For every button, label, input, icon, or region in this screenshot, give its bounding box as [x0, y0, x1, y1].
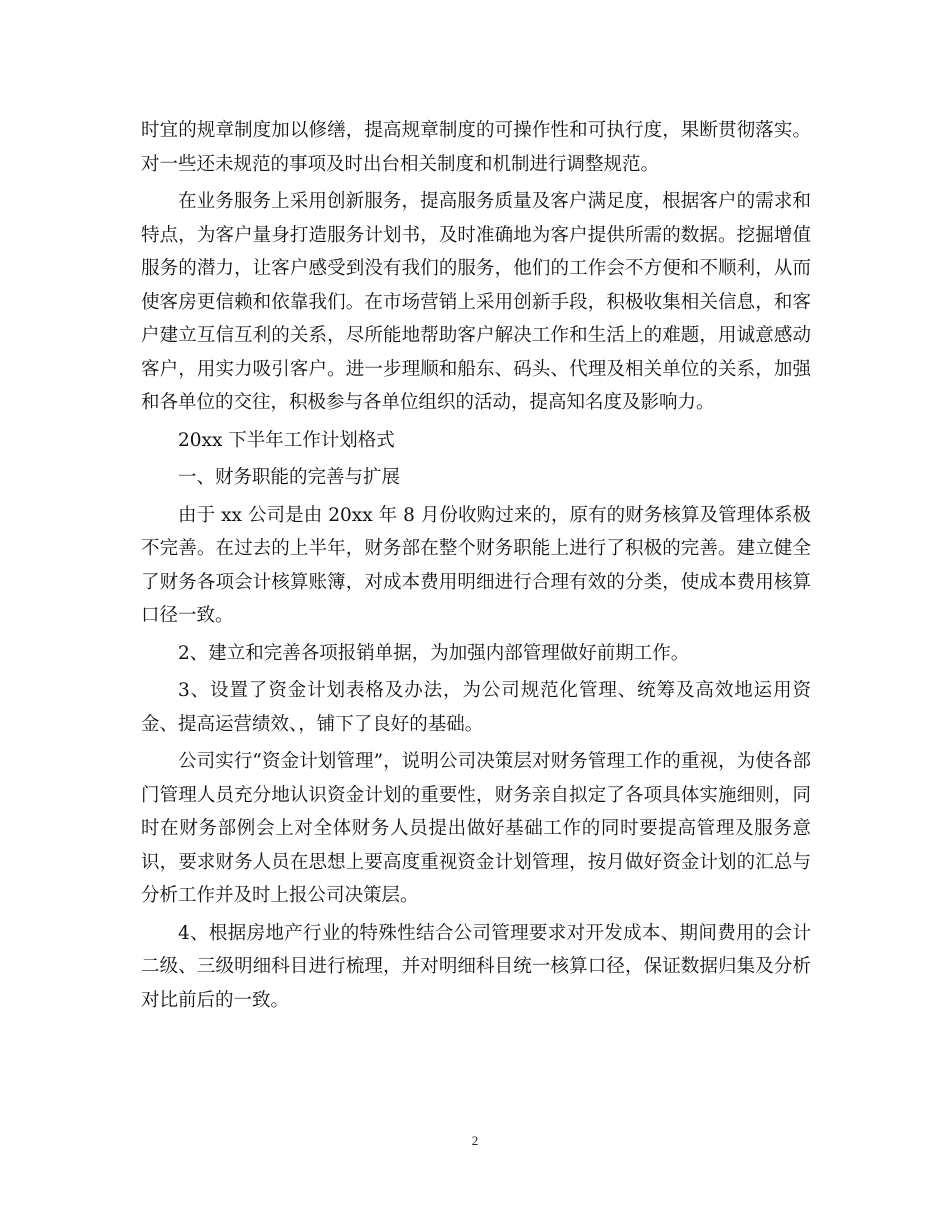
paragraph-regulations-continuation: 时宜的规章制度加以修缮，提高规章制度的可操作性和可执行度，果断贯彻落实。对一些还未规范的事项及时出台相关制度和机制进行调整规范。	[141, 120, 811, 175]
list-item-4-accounting-subjects: 4、根据房地产行业的特殊性结合公司管理要求对开发成本、期间费用的会计二级、三级明细科目进行梳理，并对明细科目统一核算口径，保证数据归集及分析对比前后的一致。	[141, 922, 811, 1011]
list-item-2-reimbursement: 2、建立和完善各项报销单据，为加强内部管理做好前期工作。	[178, 642, 690, 664]
paragraph-finance-improvement: 由于 xx 公司是由 20xx 年 8 月份收购过来的，原有的财务核算及管理体系极不完善。在过去的上半年，财务部在整个财务职能上进行了积极的完善。建立健全了财务各项会计核算账簿，对成本费用明细进行合理有效的分类，使成本费用核算口径一致。	[141, 504, 811, 626]
list-item-3-fund-plan: 3、设置了资金计划表格及办法，为公司规范化管理、统筹及高效地运用资金、提高运营绩效、，铺下了良好的基础。	[141, 680, 811, 735]
document-body	[141, 114, 811, 1017]
page-number: 2	[471, 1133, 479, 1148]
section-title-work-plan: 20xx 下半年工作计划格式	[178, 429, 395, 451]
paragraph-business-service: 在业务服务上采用创新服务，提高服务质量及客户满足度，根据客户的需求和特点，为客户量身打造服务计划书，及时准确地为客户提供所需的数据。挖掘增值服务的潜力，让客户感受到没有我们的服务，他们的工作会不方便和不顺利，从而使客房更信赖和依靠我们。在市场营销上采用创新手段，积极收集相关信息，和客户建立互信互利的关系，尽所能地帮助客户解决工作和生活上的难题，用诚意感动客户，用实力吸引客户。进一步理顺和船东、码头、代理及相关单位的关系，加强和各单位的交往，积极参与各单位组织的活动，提高知名度及影响力。	[141, 191, 811, 413]
section-heading-finance-functions: 一、财务职能的完善与扩展	[178, 467, 401, 488]
paragraph-fund-plan-management: 公司实行“资金计划管理”，说明公司决策层对财务管理工作的重视，为使各部门管理人员充分地认识资金计划的重要性，财务亲自拟定了各项具体实施细则，同时在财务部例会上对全体财务人员提出做好基础工作的同时要提高管理及服务意识，要求财务人员在思想上要高度重视资金计划管理，按月做好资金计划的汇总与分析工作并及时上报公司决策层。	[141, 751, 811, 906]
